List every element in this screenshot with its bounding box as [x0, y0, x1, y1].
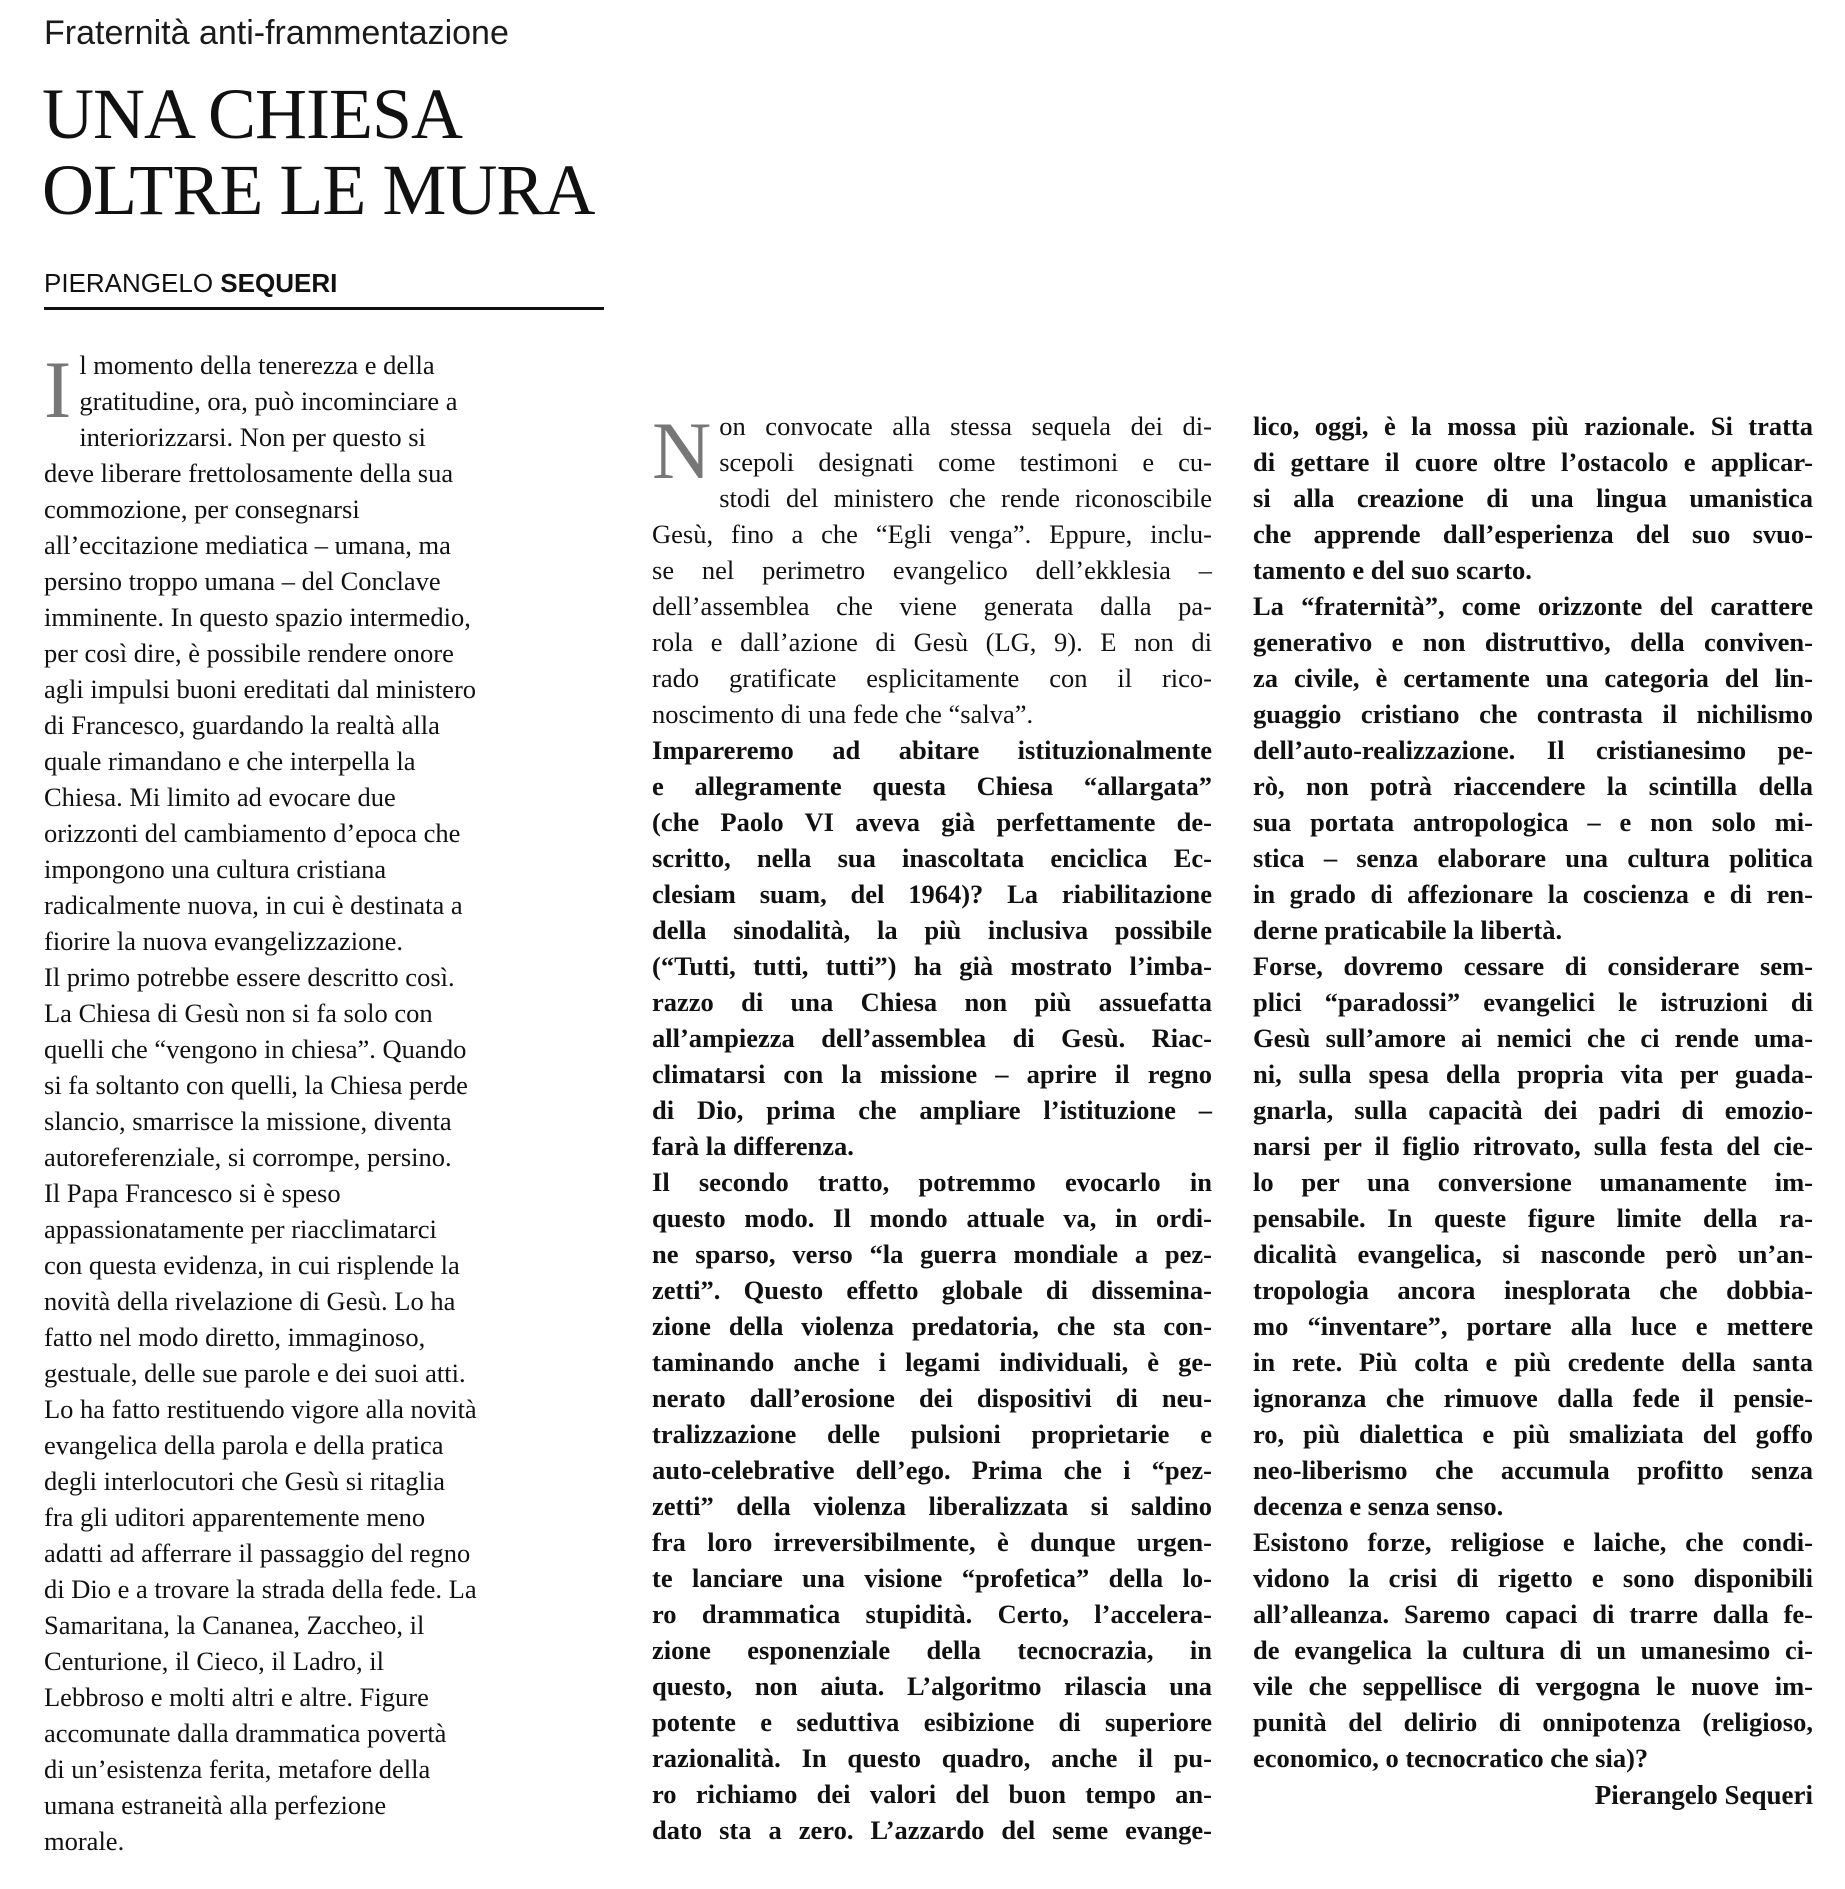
text-line: La “fraternità”, come orizzonte del carattere [1253, 591, 1813, 621]
text-line: tamento e del suo scarto. [1253, 555, 1532, 585]
column-2-text [652, 405, 1212, 1848]
text-line: questo modo. Il mondo attuale va, in ordi- [652, 1203, 1212, 1233]
text-line: quale rimandano e che interpella la [44, 746, 416, 776]
text-line: zione della violenza predatoria, che sta con- [652, 1311, 1212, 1341]
text-line: Il primo potrebbe essere descritto così. [44, 962, 455, 992]
article-column-1 [44, 344, 610, 1859]
text-line: Esistono forze, religiose e laiche, che condi- [1253, 1527, 1813, 1557]
text-line: novità della rivelazione di Gesù. Lo ha [44, 1286, 456, 1316]
text-line: che apprende dall’esperienza del suo svuo- [1253, 519, 1813, 549]
text-line: noscimento di una fede che “salva”. [652, 699, 1034, 729]
text-line: dell’assemblea che viene generata dalla pa- [652, 591, 1212, 621]
signature: Pierangelo Sequeri [1594, 1780, 1813, 1810]
text-line: gnarla, sulla capacità dei padri di emozio- [1253, 1095, 1813, 1125]
headline-line-2: OLTRE LE MURA [42, 150, 595, 230]
text-line: narsi per il figlio ritrovato, sulla festa del cie- [1253, 1131, 1813, 1161]
text-line: generativo e non distruttivo, della conviven- [1253, 627, 1813, 657]
column-3-text [1253, 408, 1813, 1776]
kicker: Fraternità anti-frammentazione [44, 14, 509, 52]
text-line: autoreferenziale, si corrompe, persino. [44, 1142, 452, 1172]
text-line: adatti ad afferrare il passaggio del regno [44, 1538, 471, 1568]
text-line: Il Papa Francesco si è speso [44, 1178, 341, 1208]
text-line: evangelica della parola e della pratica [44, 1430, 444, 1460]
text-line: dicalità evangelica, si nasconde però un’an- [1253, 1239, 1813, 1269]
text-line: zetti” della violenza liberalizzata si saldino [652, 1491, 1212, 1521]
text-line: ne sparso, verso “la guerra mondiale a pez- [652, 1239, 1212, 1269]
text-line: Forse, dovremo cessare di considerare sem- [1253, 951, 1813, 981]
text-line: dell’auto-realizzazione. Il cristianesimo pe- [1253, 735, 1813, 765]
text-line: derne praticabile la libertà. [1253, 915, 1563, 945]
text-line: guaggio cristiano che contrasta il nichilismo [1253, 699, 1813, 729]
byline-first-name: PIERANGELO [44, 268, 214, 298]
text-line: degli interlocutori che Gesù si ritaglia [44, 1466, 446, 1496]
text-line: gratitudine, ora, può incominciare a [79, 386, 458, 416]
text-line: zetti”. Questo effetto globale di dissemina- [652, 1275, 1212, 1305]
text-line: di gettare il cuore oltre l’ostacolo e applicar- [1253, 447, 1813, 477]
text-line: commozione, per consegnarsi [44, 494, 360, 524]
text-line: clesiam suam, del 1964)? La riabilitazione [652, 879, 1212, 909]
text-line: farà la differenza. [652, 1131, 854, 1161]
text-line: se nel perimetro evangelico dell’ekklesia – [652, 555, 1212, 585]
byline [44, 268, 604, 310]
text-line: lo per una conversione umanamente im- [1253, 1167, 1813, 1197]
text-line: fra loro irreversibilmente, è dunque urgen- [652, 1527, 1212, 1557]
text-line: scritto, nella sua inascoltata enciclica Ec- [652, 843, 1212, 873]
article-column-3 [1253, 408, 1813, 1776]
article-column-2 [652, 405, 1212, 1848]
text-line: punità del delirio di onnipotenza (religioso, [1253, 1707, 1813, 1737]
text-line: orizzonti del cambiamento d’epoca che [44, 818, 461, 848]
text-line: con questa evidenza, in cui risplende la [44, 1250, 460, 1280]
text-line: agli impulsi buoni ereditati dal ministero [44, 674, 477, 704]
text-line: ro richiamo dei valori del buon tempo an- [652, 1779, 1212, 1809]
text-line: all’eccitazione mediatica – umana, ma [44, 530, 451, 560]
byline-last-name: SEQUERI [220, 268, 338, 298]
text-line: ro, più dialettica e più smaliziata del goffo [1253, 1419, 1813, 1449]
text-line: (“Tutti, tutti, tutti”) ha già mostrato l’imba- [652, 951, 1212, 981]
text-line: Centurione, il Cieco, il Ladro, il [44, 1646, 385, 1676]
text-line: Gesù sull’amore ai nemici che ci rende uma- [1253, 1023, 1813, 1053]
text-line: impongono una cultura cristiana [44, 854, 387, 884]
text-line: ro drammatica stupidità. Certo, l’accelera- [652, 1599, 1212, 1629]
text-line: umana estraneità alla perfezione [44, 1790, 387, 1820]
text-line: nerato dall’erosione dei dispositivi di neu- [652, 1383, 1212, 1413]
text-line: sua portata antropologica – e non solo mi- [1253, 807, 1813, 837]
text-line: auto-celebrative dell’ego. Prima che i “pez- [652, 1455, 1212, 1485]
drop-cap: I [44, 344, 72, 435]
text-line: scepoli designati come testimoni e cu- [719, 447, 1212, 477]
text-line: appassionatamente per riacclimatarci [44, 1214, 437, 1244]
text-line: accomunate dalla drammatica povertà [44, 1718, 447, 1748]
text-line: climatarsi con la missione – aprire il regno [652, 1059, 1212, 1089]
text-line: di Francesco, guardando la realtà alla [44, 710, 440, 740]
text-line: in grado di affezionare la coscienza e di ren- [1253, 879, 1813, 909]
text-line: all’ampiezza dell’assemblea di Gesù. Riac- [652, 1023, 1212, 1053]
text-line: Impareremo ad abitare istituzionalmente [652, 735, 1212, 765]
text-line: morale. [44, 1826, 125, 1856]
text-line: Il secondo tratto, potremmo evocarlo in [652, 1167, 1212, 1197]
drop-cap: N [652, 405, 712, 496]
text-line: Samaritana, la Cananea, Zaccheo, il [44, 1610, 425, 1640]
text-line: te lanciare una visione “profetica” della lo- [652, 1563, 1212, 1593]
text-line: La Chiesa di Gesù non si fa solo con [44, 998, 433, 1028]
text-line: persino troppo umana – del Conclave [44, 566, 441, 596]
text-line: fra gli uditori apparentemente meno [44, 1502, 426, 1532]
text-line: della sinodalità, la più inclusiva possibile [652, 915, 1212, 945]
text-line: si alla creazione di una lingua umanistica [1253, 483, 1813, 513]
text-line: e allegramente questa Chiesa “allargata” [652, 771, 1212, 801]
text-line: di Dio, prima che ampliare l’istituzione – [652, 1095, 1212, 1125]
text-line: stica – senza elaborare una cultura politica [1253, 843, 1813, 873]
text-line: lico, oggi, è la mossa più razionale. Si tratta [1253, 411, 1813, 441]
text-line: potente e seduttiva esibizione di superiore [652, 1707, 1212, 1737]
text-line: radicalmente nuova, in cui è destinata a [44, 890, 463, 920]
text-line: Lo ha fatto restituendo vigore alla novità [44, 1394, 477, 1424]
text-line: stodi del ministero che rende riconoscibile [719, 483, 1212, 513]
text-line: interiorizzarsi. Non per questo si [79, 422, 426, 452]
text-line: in rete. Più colta e più credente della santa [1253, 1347, 1813, 1377]
text-line: plici “paradossi” evangelici le istruzioni di [1253, 987, 1813, 1017]
text-line: per così dire, è possibile rendere onore [44, 638, 454, 668]
text-line: razionalità. In questo quadro, anche il pu- [652, 1743, 1212, 1773]
headline-line-1: UNA CHIESA [42, 74, 463, 154]
text-line: dato sta a zero. L’azzardo del seme evange- [652, 1815, 1212, 1845]
text-line: di un’esistenza ferita, metafore della [44, 1754, 431, 1784]
text-line: (che Paolo VI aveva già perfettamente de- [652, 807, 1212, 837]
text-line: quelli che “vengono in chiesa”. Quando [44, 1034, 467, 1064]
headline [42, 76, 594, 228]
text-line: Chiesa. Mi limito ad evocare due [44, 782, 396, 812]
text-line: decenza e senza senso. [1253, 1491, 1504, 1521]
text-line: fiorire la nuova evangelizzazione. [44, 926, 404, 956]
text-line: imminente. In questo spazio intermedio, [44, 602, 471, 632]
text-line: rado gratificate esplicitamente con il rico- [652, 663, 1212, 693]
text-line: za civile, è certamente una categoria del lin- [1253, 663, 1813, 693]
text-line: razzo di una Chiesa non più assuefatta [652, 987, 1212, 1017]
text-line: vile che seppellisce di vergogna le nuove im- [1253, 1671, 1813, 1701]
column-1-text [44, 344, 610, 1859]
text-line: Gesù, fino a che “Egli venga”. Eppure, inclu- [652, 519, 1212, 549]
text-line: zione esponenziale della tecnocrazia, in [652, 1635, 1212, 1665]
text-line: taminando anche i legami individuali, è ge- [652, 1347, 1212, 1377]
text-line: rola e dall’azione di Gesù (LG, 9). E non di [652, 627, 1212, 657]
text-line: all’alleanza. Saremo capaci di trarre dalla fe- [1253, 1599, 1813, 1629]
text-line: rò, non potrà riaccendere la scintilla della [1253, 771, 1813, 801]
text-line: vidono la crisi di rigetto e sono disponibili [1253, 1563, 1813, 1593]
text-line: di Dio e a trovare la strada della fede. La [44, 1574, 477, 1604]
text-line: economico, o tecnocratico che sia)? [1253, 1743, 1649, 1773]
text-line: tralizzazione delle pulsioni proprietarie e [652, 1419, 1212, 1449]
text-line: deve liberare frettolosamente della sua [44, 458, 454, 488]
text-line: neo-liberismo che accumula profitto senza [1253, 1455, 1813, 1485]
text-line: tropologia ancora inesplorata che dobbia- [1253, 1275, 1813, 1305]
text-line: ni, sulla spesa della propria vita per guada- [1253, 1059, 1813, 1089]
text-line: mo “inventare”, portare alla luce e mettere [1253, 1311, 1813, 1341]
text-line: si fa soltanto con quelli, la Chiesa perde [44, 1070, 468, 1100]
text-line: pensabile. In queste figure limite della ra- [1253, 1203, 1813, 1233]
text-line: fatto nel modo diretto, immaginoso, [44, 1322, 426, 1352]
text-line: de evangelica la cultura di un umanesimo ci- [1253, 1635, 1813, 1665]
text-line: questo, non aiuta. L’algoritmo rilascia una [652, 1671, 1212, 1701]
text-line: gestuale, delle sue parole e dei suoi atti. [44, 1358, 466, 1388]
text-line: on convocate alla stessa sequela dei di- [719, 411, 1212, 441]
text-line: Lebbroso e molti altri e altre. Figure [44, 1682, 429, 1712]
text-line: l momento della tenerezza e della [79, 350, 435, 380]
text-line: slancio, smarrisce la missione, diventa [44, 1106, 452, 1136]
text-line: ignoranza che rimuove dalla fede il pensie- [1253, 1383, 1813, 1413]
